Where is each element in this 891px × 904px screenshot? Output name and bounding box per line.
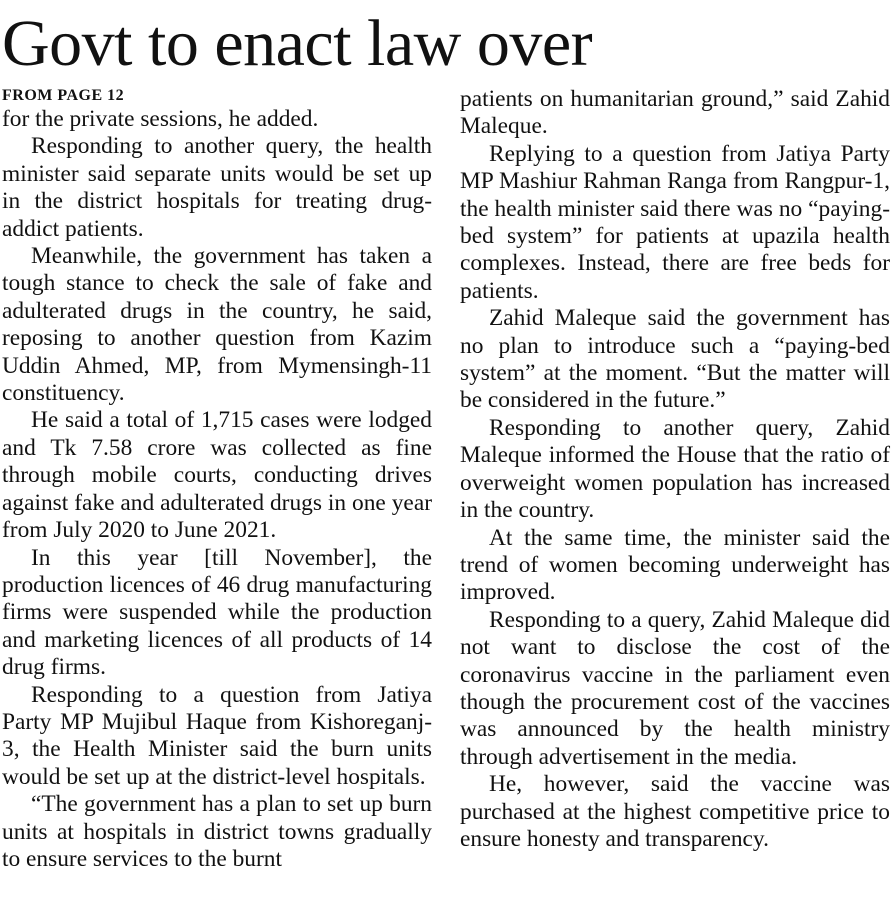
paragraph: At the same time, the minister said the trend of women becoming underweight has improved. xyxy=(460,524,890,606)
headline: Govt to enact law over xyxy=(2,7,593,80)
article-column-left xyxy=(2,86,432,873)
article-column-right xyxy=(460,86,890,853)
paragraph: patients on humanitarian ground,” said Zahid Maleque. xyxy=(460,86,890,140)
paragraph: Responding to another query, Zahid Maleque informed the House that the ratio of overweight women population has increased in the country. xyxy=(460,414,890,524)
paragraph: Responding to another query, the health minister said separate units would be set up in the district hospitals for treating drug-addict patients. xyxy=(2,133,432,242)
continued-from-label: FROM PAGE 12 xyxy=(2,87,125,104)
paragraph: He, however, said the vaccine was purchased at the highest competitive price to ensure honesty and transparency. xyxy=(460,771,890,852)
paragraph: for the private sessions, he added. xyxy=(2,106,319,132)
paragraph: “The government has a plan to set up burn units at hospitals in district towns gradually to ensure services to the burnt xyxy=(2,791,432,872)
paragraph: Zahid Maleque said the government has no plan to introduce such a “paying-bed system” at the moment. “But the matter will be considered in the future.” xyxy=(460,305,890,414)
paragraph: In this year [till November], the production licences of 46 drug manufacturing firms were suspended while the production and marketing licences of all products of 14 drug firms. xyxy=(2,544,432,681)
paragraph: Replying to a question from Jatiya Party MP Mashiur Rahman Ranga from Rangpur-1, the health minister said there was no “paying-bed system” for patients at upazila health complexes. Instead, there are free beds for patients. xyxy=(460,140,890,304)
paragraph: Meanwhile, the government has taken a tough stance to check the sale of fake and adulterated drugs in the country, he said, reposing to another question from Kazim Uddin Ahmed, MP, from Mymensingh-11 constituency. xyxy=(2,243,432,407)
paragraph: Responding to a query, Zahid Maleque did not want to disclose the cost of the coronavirus vaccine in the parliament even though the procurement cost of the vaccines was announced by the health ministry through advertisement in the media. xyxy=(460,606,890,770)
paragraph: He said a total of 1,715 cases were lodged and Tk 7.58 crore was collected as fine through mobile courts, conducting drives against fake and adulterated drugs in one year from July 2020 to June 2021. xyxy=(2,407,432,544)
paragraph: Responding to a question from Jatiya Party MP Mujibul Haque from Kishoreganj-3, the Health Minister said the burn units would be set up at the district-level hospitals. xyxy=(2,681,432,790)
